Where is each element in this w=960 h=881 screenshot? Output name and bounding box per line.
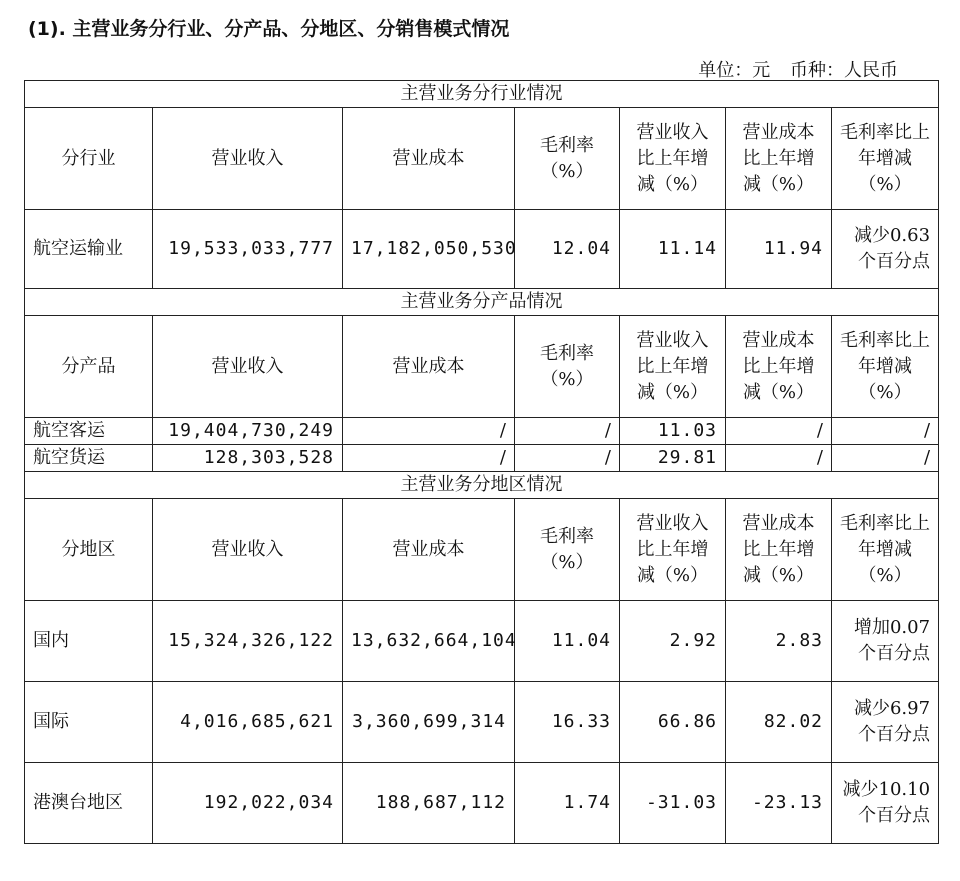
row-name: 航空运输业	[25, 210, 153, 289]
cell-revenue: 19,404,730,249	[153, 418, 343, 445]
header-cost: 营业成本	[343, 499, 515, 601]
header-dim: 分地区	[25, 499, 153, 601]
header-gross-margin: 毛利率（%）	[515, 316, 620, 418]
cell-gross-margin: 12.04	[515, 210, 620, 289]
cell-cost: /	[343, 418, 515, 445]
header-dim: 分行业	[25, 108, 153, 210]
unit-line	[684, 56, 898, 82]
cell-revenue-change: 11.03	[620, 418, 726, 445]
header-revenue-change: 营业收入比上年增减（%）	[620, 499, 726, 601]
header-row	[25, 499, 939, 601]
cell-gross-margin: 11.04	[515, 601, 620, 682]
header-row	[25, 316, 939, 418]
header-margin-change: 毛利率比上年增减（%）	[832, 316, 939, 418]
cell-revenue: 4,016,685,621	[153, 682, 343, 763]
cell-cost-change: /	[726, 418, 832, 445]
cell-margin-change: /	[832, 418, 939, 445]
header-revenue-change: 营业收入比上年增减（%）	[620, 316, 726, 418]
section-title-row	[25, 289, 939, 316]
header-cost: 营业成本	[343, 316, 515, 418]
cell-margin-change: 减少10.10个百分点	[832, 763, 939, 844]
section-heading: (1). 主营业务分行业、分产品、分地区、分销售模式情况	[28, 18, 510, 40]
table-row	[25, 763, 939, 844]
row-name: 航空客运	[25, 418, 153, 445]
section-title-industry: 主营业务分行业情况	[25, 81, 939, 108]
cell-revenue: 192,022,034	[153, 763, 343, 844]
cell-revenue-change: 11.14	[620, 210, 726, 289]
table-row	[25, 682, 939, 763]
table-row	[25, 210, 939, 289]
header-gross-margin: 毛利率（%）	[515, 108, 620, 210]
cell-margin-change: /	[832, 445, 939, 472]
header-dim: 分产品	[25, 316, 153, 418]
cell-margin-change: 减少6.97个百分点	[832, 682, 939, 763]
table-row	[25, 601, 939, 682]
cell-cost: 17,182,050,530	[343, 210, 515, 289]
cell-cost: /	[343, 445, 515, 472]
row-name: 航空货运	[25, 445, 153, 472]
cell-revenue: 15,324,326,122	[153, 601, 343, 682]
section-title-row	[25, 472, 939, 499]
header-cost-change: 营业成本比上年增减（%）	[726, 499, 832, 601]
row-name: 国际	[25, 682, 153, 763]
cell-revenue-change: 66.86	[620, 682, 726, 763]
row-name: 港澳台地区	[25, 763, 153, 844]
cell-gross-margin: /	[515, 418, 620, 445]
cell-cost-change: 11.94	[726, 210, 832, 289]
cell-cost-change: 82.02	[726, 682, 832, 763]
currency-label: 币种：人民币	[790, 60, 898, 81]
section-title-product: 主营业务分产品情况	[25, 289, 939, 316]
header-revenue: 营业收入	[153, 108, 343, 210]
section-title-row	[25, 81, 939, 108]
cell-gross-margin: /	[515, 445, 620, 472]
cell-revenue-change: -31.03	[620, 763, 726, 844]
cell-gross-margin: 16.33	[515, 682, 620, 763]
header-revenue-change: 营业收入比上年增减（%）	[620, 108, 726, 210]
cell-revenue: 19,533,033,777	[153, 210, 343, 289]
cell-revenue-change: 29.81	[620, 445, 726, 472]
cell-cost: 188,687,112	[343, 763, 515, 844]
header-margin-change: 毛利率比上年增减（%）	[832, 108, 939, 210]
cell-cost-change: 2.83	[726, 601, 832, 682]
unit-label: 单位：元	[698, 60, 771, 81]
table-row	[25, 418, 939, 445]
cell-gross-margin: 1.74	[515, 763, 620, 844]
section-title-region: 主营业务分地区情况	[25, 472, 939, 499]
header-revenue: 营业收入	[153, 316, 343, 418]
header-row	[25, 108, 939, 210]
header-cost-change: 营业成本比上年增减（%）	[726, 108, 832, 210]
cell-cost-change: -23.13	[726, 763, 832, 844]
cell-margin-change: 减少0.63个百分点	[832, 210, 939, 289]
cell-margin-change: 增加0.07个百分点	[832, 601, 939, 682]
header-gross-margin: 毛利率（%）	[515, 499, 620, 601]
main-business-table	[24, 80, 939, 844]
header-revenue: 营业收入	[153, 499, 343, 601]
cell-revenue: 128,303,528	[153, 445, 343, 472]
header-cost-change: 营业成本比上年增减（%）	[726, 316, 832, 418]
header-margin-change: 毛利率比上年增减（%）	[832, 499, 939, 601]
table-row	[25, 445, 939, 472]
header-cost: 营业成本	[343, 108, 515, 210]
cell-cost-change: /	[726, 445, 832, 472]
cell-revenue-change: 2.92	[620, 601, 726, 682]
cell-cost: 3,360,699,314	[343, 682, 515, 763]
row-name: 国内	[25, 601, 153, 682]
cell-cost: 13,632,664,104	[343, 601, 515, 682]
